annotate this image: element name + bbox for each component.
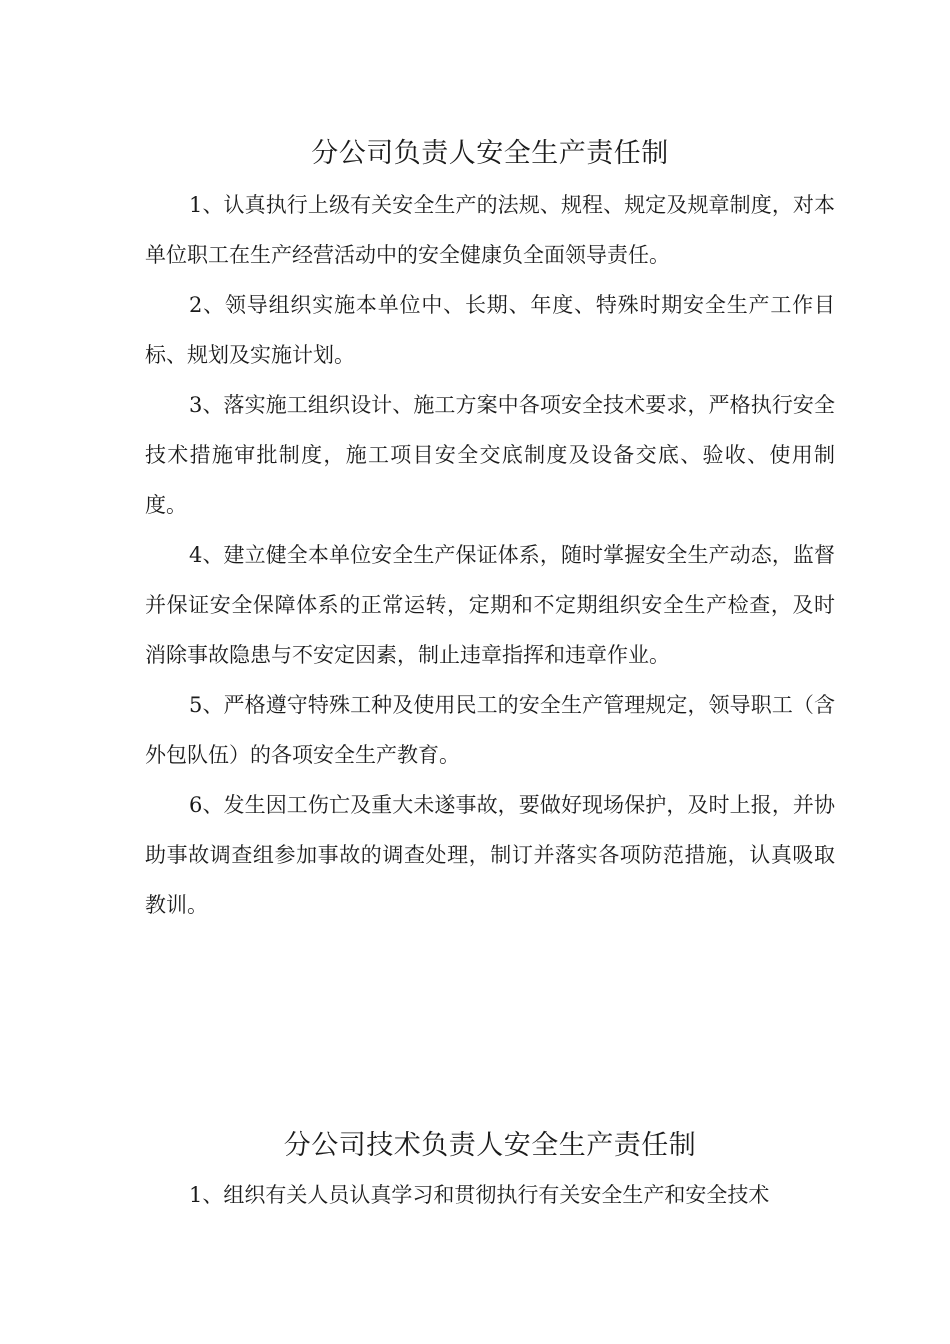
paragraph-item: 1、认真执行上级有关安全生产的法规、规程、规定及规章制度，对本单位职工在生产经营活动中的安全健康负全面领导责任。	[145, 193, 835, 267]
paragraph-item: 3、落实施工组织设计、施工方案中各项安全技术要求，严格执行安全技术措施审批制度，施工项目安全交底制度及设备交底、验收、使用制度。	[145, 393, 835, 517]
section-branch-manager-responsibility	[145, 132, 835, 930]
section-technical-manager-responsibility	[145, 1124, 835, 1220]
paragraph-item: 5、严格遵守特殊工种及使用民工的安全生产管理规定，领导职工（含外包队伍）的各项安全生产教育。	[145, 693, 835, 767]
paragraph-item: 6、发生因工伤亡及重大未遂事故，要做好现场保护，及时上报，并协助事故调查组参加事故的调查处理，制订并落实各项防范措施，认真吸取教训。	[145, 793, 835, 917]
paragraph-item: 4、建立健全本单位安全生产保证体系，随时掌握安全生产动态，监督并保证安全保障体系的正常运转，定期和不定期组织安全生产检查，及时消除事故隐患与不安定因素，制止违章指挥和违章作业。	[145, 543, 835, 667]
paragraph-item: 2、领导组织实施本单位中、长期、年度、特殊时期安全生产工作目标、规划及实施计划。	[145, 293, 835, 367]
section-title: 分公司技术负责人安全生产责任制	[283, 1130, 697, 1161]
paragraph-item: 1、组织有关人员认真学习和贯彻执行有关安全生产和安全技术	[189, 1183, 770, 1207]
section-title: 分公司负责人安全生产责任制	[311, 138, 669, 169]
